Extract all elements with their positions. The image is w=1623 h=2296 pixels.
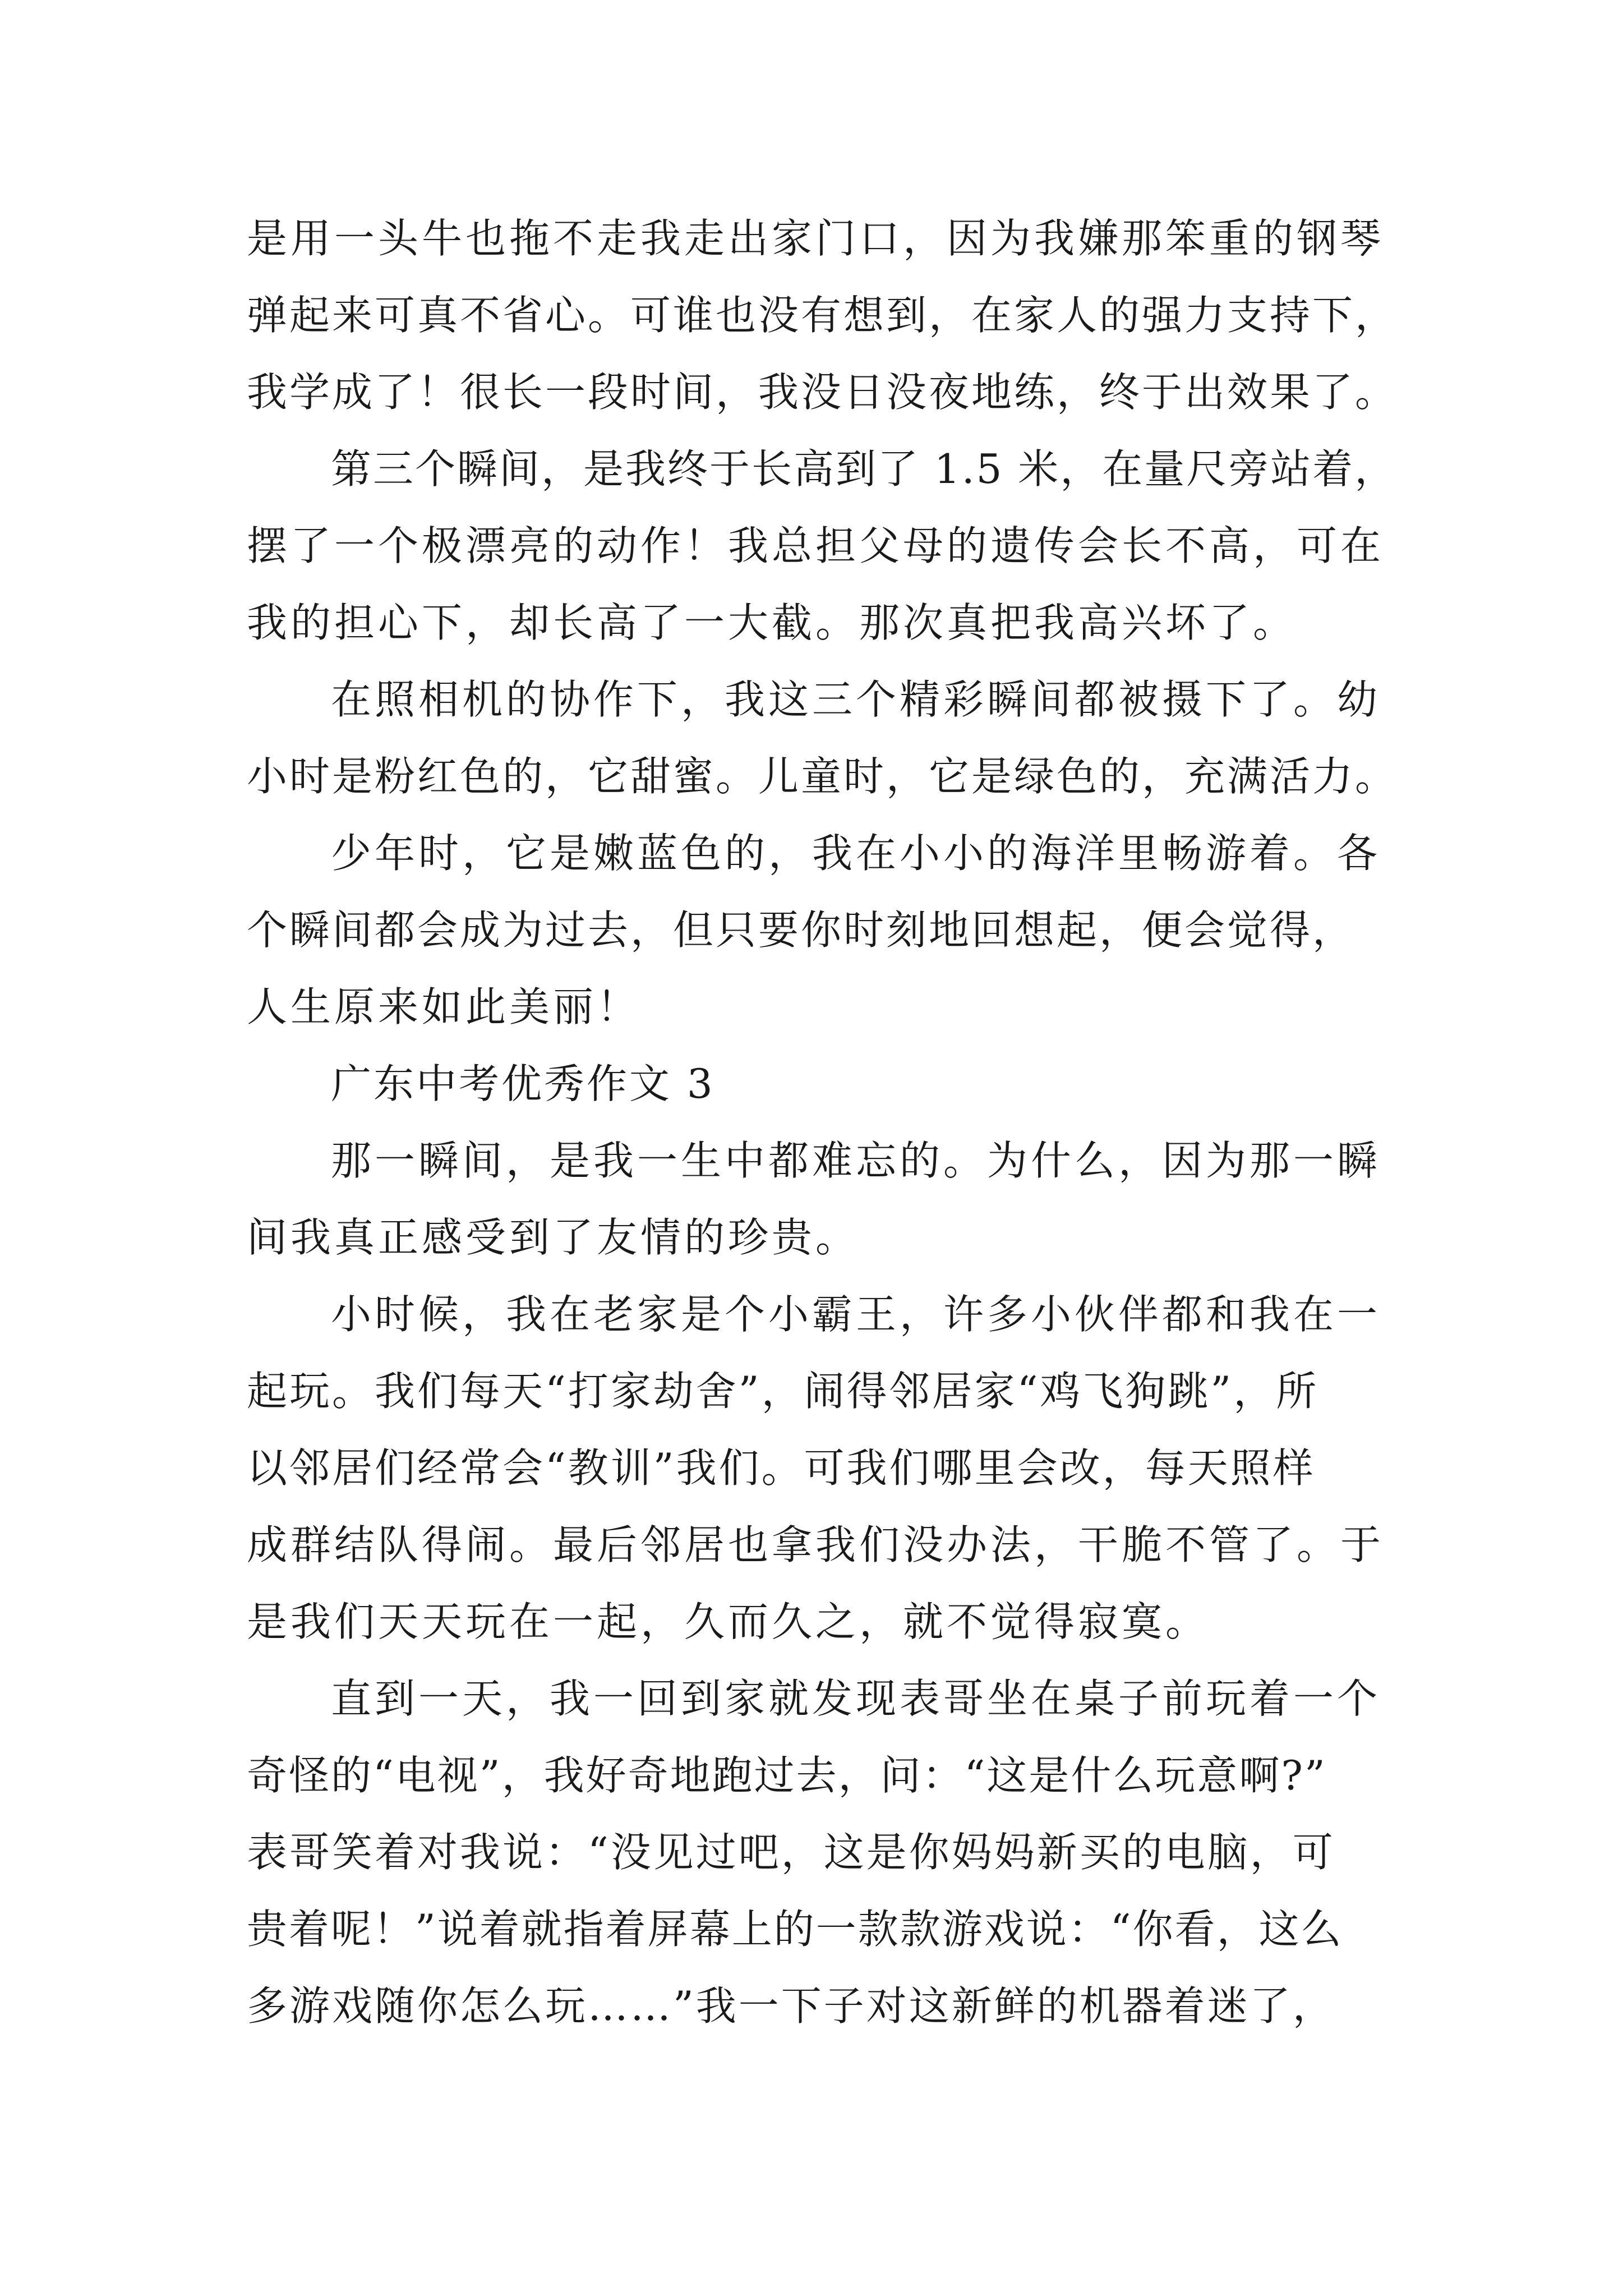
text-line-4: 第三个瞬间，是我终于长高到了 1.5 米，在量尺旁站着，: [331, 445, 1397, 493]
text-line-9: 少年时，它是嫩蓝色的，我在小小的海洋里畅游着。各: [331, 830, 1381, 877]
text-line-21: 奇怪的“电视”，我好奇地跑过去，问：“这是什么玩意啊?”: [247, 1752, 1327, 1799]
text-line-20: 直到一天，我一回到家就发现表哥坐在桌子前玩着一个: [331, 1675, 1381, 1722]
text-line-15: 小时候，我在老家是个小霸王，许多小伙伴都和我在一: [331, 1291, 1381, 1338]
text-line-18: 成群结队得闹。最后邻居也拿我们没办法，干脆不管了。于: [247, 1521, 1385, 1568]
text-line-22: 表哥笑着对我说：“没见过吧，这是你妈妈新买的电脑，可: [247, 1829, 1335, 1876]
text-line-14: 间我真正感受到了友情的珍贵。: [247, 1214, 860, 1261]
text-line-17: 以邻居们经常会“教训”我们。可我们哪里会改，每天照样: [247, 1444, 1316, 1492]
text-line-7: 在照相机的协作下，我这三个精彩瞬间都被摄下了。幼: [331, 676, 1381, 723]
section-heading: 广东中考优秀作文 3: [331, 1060, 715, 1107]
text-line-8: 小时是粉红色的，它甜蜜。儿童时，它是绿色的，充满活力。: [247, 753, 1398, 800]
text-line-19: 是我们天天玩在一起，久而久之，就不觉得寂寞。: [247, 1598, 1210, 1645]
text-line-6: 我的担心下，却长高了一大截。那次真把我高兴坏了。: [247, 599, 1297, 646]
text-line-10: 个瞬间都会成为过去，但只要你时刻地回想起，便会觉得，: [247, 907, 1355, 954]
text-line-11: 人生原来如此美丽！: [247, 983, 641, 1030]
text-line-16: 起玩。我们每天“打家劫舍”，闹得邻居家“鸡飞狗跳”，所: [247, 1368, 1319, 1415]
text-line-2: 弹起来可真不省心。可谁也没有想到，在家人的强力支持下，: [247, 292, 1398, 339]
text-line-5: 摆了一个极漂亮的动作！我总担父母的遗传会长不高，可在: [247, 522, 1385, 569]
text-line-1: 是用一头牛也拖不走我走出家门口，因为我嫌那笨重的钢琴: [247, 215, 1385, 262]
text-line-23: 贵着呢！”说着就指着屏幕上的一款款游戏说：“你看，这么: [247, 1906, 1343, 1953]
text-line-13: 那一瞬间，是我一生中都难忘的。为什么，因为那一瞬: [331, 1137, 1381, 1184]
text-line-24: 多游戏随你怎么玩……”我一下子对这新鲜的机器着迷了，: [247, 1982, 1335, 2030]
text-line-3: 我学成了！很长一段时间，我没日没夜地练，终于出效果了。: [247, 369, 1398, 416]
